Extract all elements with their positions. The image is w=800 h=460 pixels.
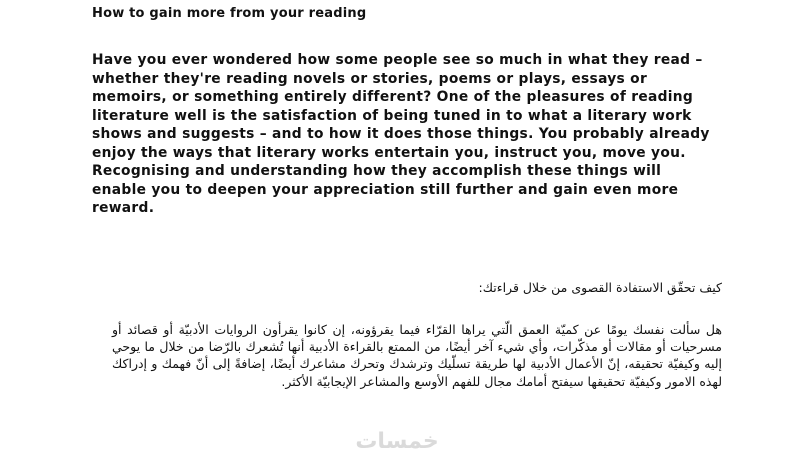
arabic-paragraph: هل سألت نفسك يومًا عن كميّة العمق الّتي يراها القرّاء فيما يقرؤونه، إن كانوا يقرأون الروايات الأدبيّة أو قصائد أو مسرحيات أو مقالات أو مذكّرات، وأي شيء آخر أيضًا، من الممتع بالقراءة الأدبية أنها تُشعرك بالرّضا من خلال ما يوحي إليه وكيفيّة تحقيقه، إنّ الأعمال الأدبية لها طريقة تسلّيك وترشدك وتحرك مشاعرك أيضًا، إضافةً إلى أنّ فهمك و إدراكك لهذه الامور وكيفيّة تحقيقها سيفتح أمامك مجال للفهم الأوسع والمشاعر الإيجابيّة الأكثر.	[112, 322, 722, 389]
arabic-title: كيف تحقّق الاستفادة القصوى من خلال قراءتك:	[478, 280, 722, 295]
watermark-logo: خمسات	[355, 428, 439, 454]
english-paragraph: Have you ever wondered how some people see so much in what they read – whether they're reading novels or stories, poems or plays, essays or memoirs, or something entirely different? One of the pleasures of reading literature well is the satisfaction of being tuned in to what a literary work shows and suggests – and to how it does those things. You probably already enjoy the ways that literary works entertain you, instruct you, move you. Recognising and understanding how they accomplish these things will enable you to deepen your appreciation still further and gain even more reward.	[92, 52, 710, 216]
english-title: How to gain more from your reading	[92, 6, 367, 21]
